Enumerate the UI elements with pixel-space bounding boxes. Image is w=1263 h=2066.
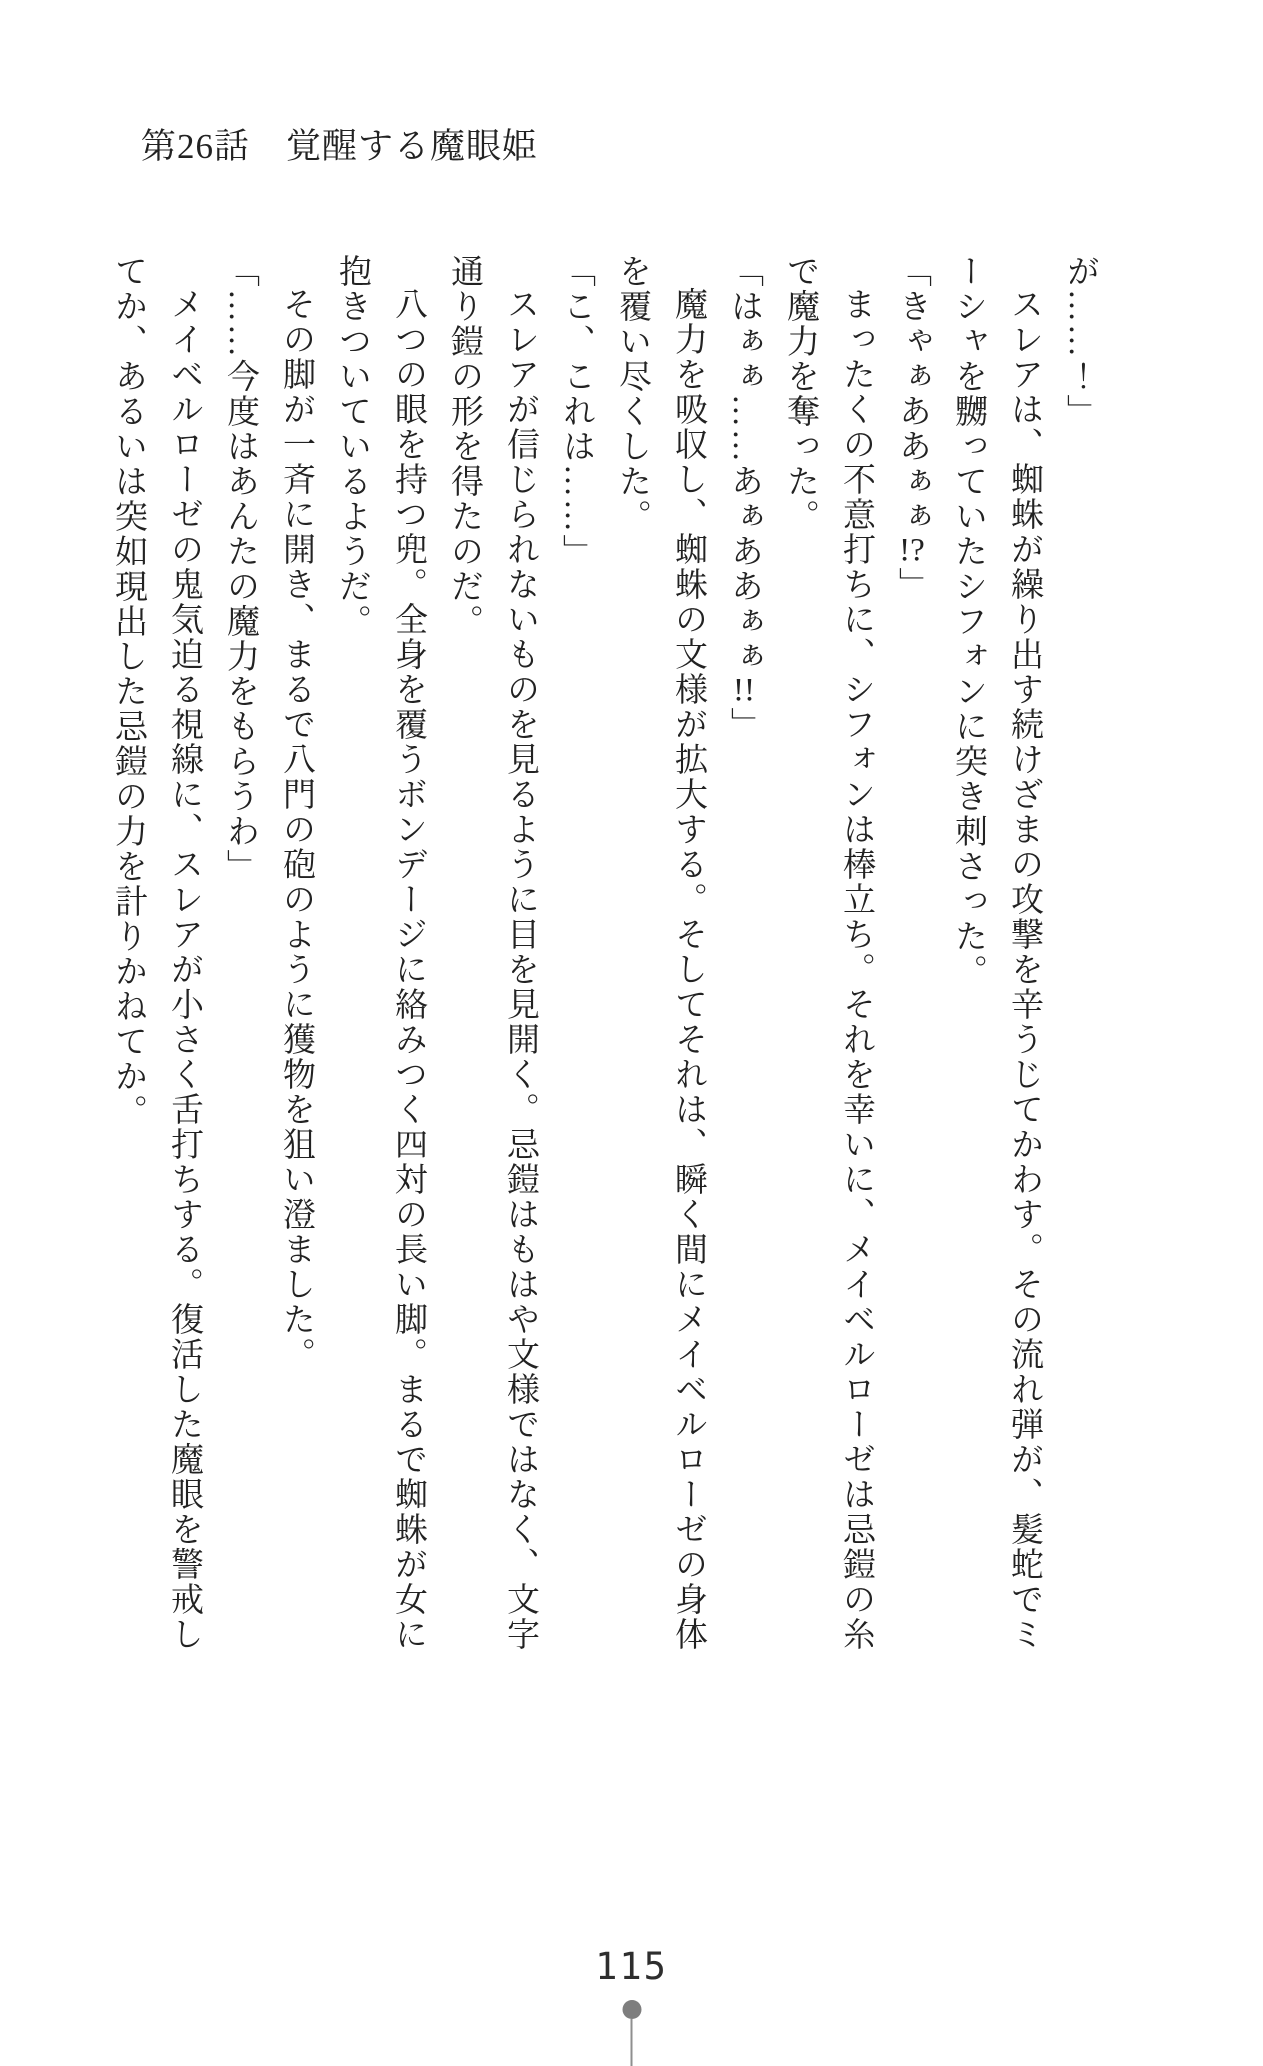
chapter-header: 第26話 覚醒する魔眼姫: [141, 127, 539, 166]
text-line: 「きゃぁああぁぁ!?」: [894, 254, 930, 602]
text-line: 八つの眼を持つ兜。全身を覆うボンデージに絡みつく四対の長い脚。まるで蜘蛛が女に: [390, 287, 426, 1652]
circle-ornament-icon: [622, 2000, 641, 2019]
text-line: スレアが信じられないものを見るように目を見開く。忌鎧はもはや文様ではなく、文字: [502, 287, 538, 1652]
text-line: スレアは、蜘蛛が繰り出す続けざまの攻撃を辛うじてかわす。その流れ弾が、髪蛇でミ: [1006, 287, 1042, 1652]
text-line: を覆い尽くした。: [614, 254, 650, 534]
text-line: 魔力を吸収し、蜘蛛の文様が拡大する。そしてそれは、瞬く間にメイベルローゼの身体: [670, 287, 706, 1652]
tatechuyoko-exclamation: !?: [899, 534, 925, 567]
tatechuyoko-exclamation: !!: [733, 674, 755, 707]
text-line: 「はぁぁ……あぁああぁぁ!!」: [726, 254, 762, 742]
text-line: 「こ、これは……」: [558, 254, 594, 569]
vertical-line-ornament: [631, 2019, 633, 2066]
text-line: ーシャを嬲っていたシフォンに突き刺さった。: [950, 254, 986, 989]
text-line: が……！」: [1062, 254, 1098, 429]
footer-ornament: [622, 2000, 641, 2066]
main-text-block: [100, 254, 1108, 1674]
text-line: その脚が一斉に開き、まるで八門の砲のように獲物を狙い澄ました。: [278, 287, 314, 1372]
page-number: 115: [595, 1945, 668, 1988]
text-line: 「……今度はあんたの魔力をもらうわ」: [222, 254, 258, 884]
text-line: 通り鎧の形を得たのだ。: [446, 254, 482, 639]
text-line: 抱きついているようだ。: [334, 254, 370, 639]
text-line: メイベルローゼの鬼気迫る視線に、スレアが小さく舌打ちする。復活した魔眼を警戒し: [166, 287, 202, 1652]
text-line: まったくの不意打ちに、シフォンは棒立ち。それを幸いに、メイベルローゼは忌鎧の糸: [838, 287, 874, 1652]
text-line: てか、あるいは突如現出した忌鎧の力を計りかねてか。: [110, 254, 146, 1129]
text-line: で魔力を奪った。: [782, 254, 818, 534]
